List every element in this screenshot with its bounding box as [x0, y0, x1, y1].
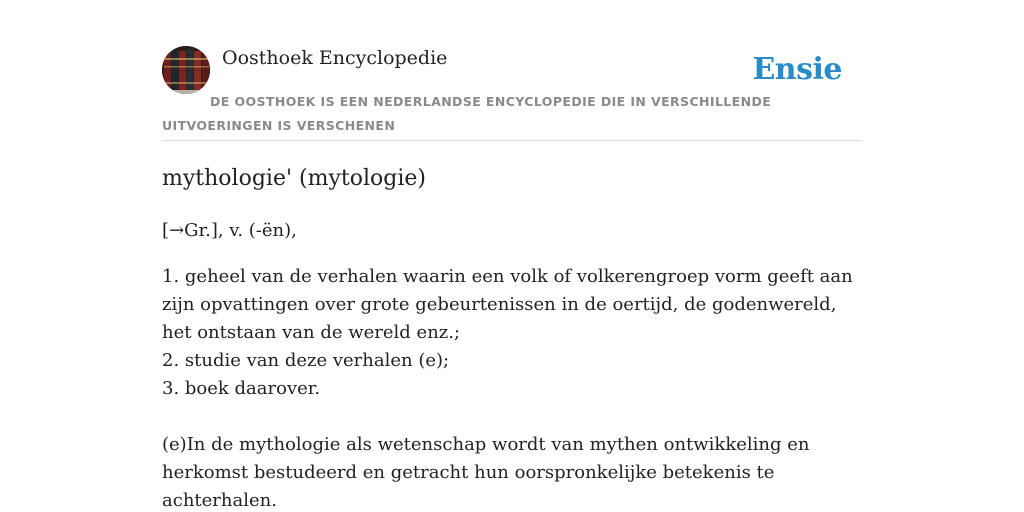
source-description: DE OOSTHOEK IS EEN NEDERLANDSE ENCYCLOPEDIE DIE IN VERSCHILLENDE UITVOERINGEN IS VERSCHENEN	[162, 94, 772, 133]
definition-item: 1. geheel van de verhalen waarin een volk of volkerengroep vorm geeft aan zijn opvattingen over grote gebeurtenissen in de oertijd, de godenwereld, het ontstaan van de wereld enz.;	[162, 266, 853, 343]
source-title[interactable]: Oosthoek Encyclopedie	[222, 47, 448, 69]
ensie-logo[interactable]: Ensie	[752, 52, 842, 87]
entry-note: (e)In de mythologie als wetenschap wordt van mythen ontwikkeling en herkomst bestudeerd en getracht hun oorspronkelijke betekenis te achterhalen.	[162, 434, 810, 511]
entry-card	[162, 46, 862, 511]
source-header	[162, 46, 862, 141]
entry-title: mythologie' (mytologie)	[162, 166, 426, 191]
entry-etymology: [→Gr.], v. (-ën),	[162, 220, 297, 241]
definition-item: 3. boek daarover.	[162, 378, 321, 399]
book-spines-avatar-icon[interactable]	[162, 46, 210, 94]
entry-definitions	[162, 263, 862, 403]
definition-item: 2. studie van deze verhalen (e);	[162, 350, 450, 371]
